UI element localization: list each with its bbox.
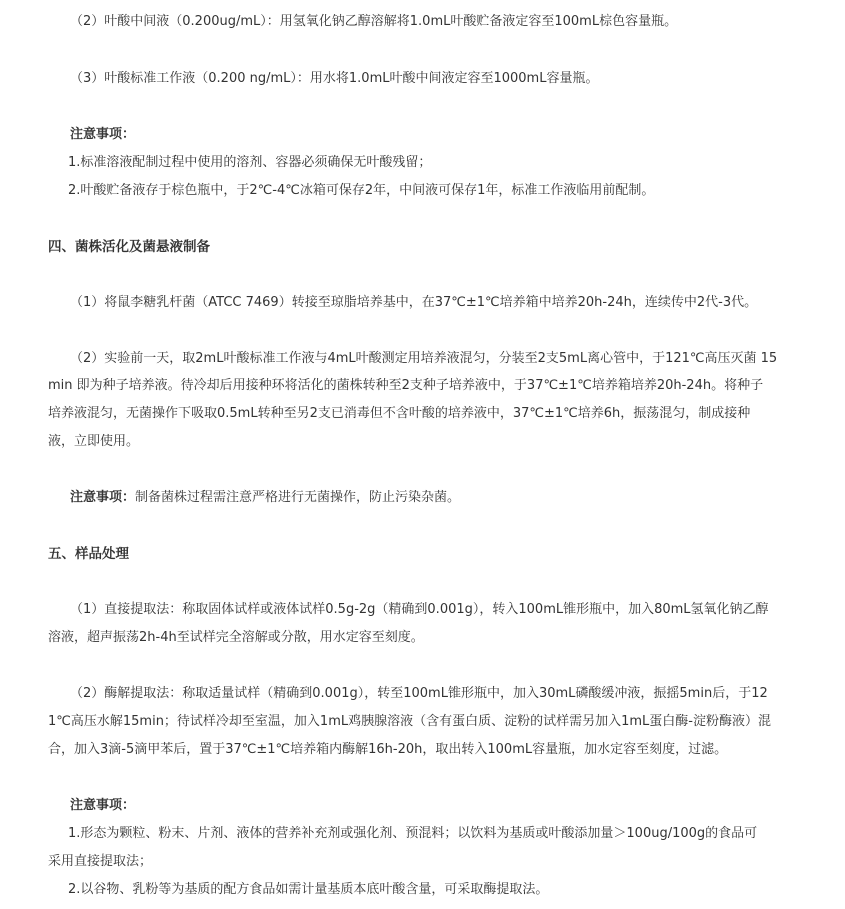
note-item-continuation: 采用直接提取法； (48, 854, 153, 869)
paragraph-line: 液，立即使用。 (48, 434, 140, 449)
paragraph-line: min 即为种子培养液。待冷却后用接种环将活化的菌株转种至2支种子培养液中，于37℃±1℃培养箱培养20h-24h。将种子 (48, 378, 764, 393)
note-item: 2.以谷物、乳粉等为基质的配方食品如需计量基质本底叶酸含量，可采取酶提取法。 (68, 882, 549, 897)
note-item: 1.形态为颗粒、粉末、片剂、液体的营养补充剂或强化剂、预混料；以饮料为基质或叶酸添加量＞100ug/100g的食品可 (68, 826, 758, 841)
paragraph-line: 1℃高压水解15min；待试样冷却至室温，加入1mL鸡胰腺溶液（含有蛋白质、淀粉的试样需另加入1mL蛋白酶-淀粉酶液）混 (48, 714, 771, 729)
note-line (70, 489, 460, 507)
paragraph-line: 溶液，超声振荡2h-4h至试样完全溶解或分散，用水定容至刻度。 (48, 630, 424, 645)
section-heading: 四、菌株活化及菌悬液制备 (48, 239, 210, 255)
standard-intermediate-solution-item: （2）叶酸中间液（0.200ug/mL）：用氢氧化钠乙醇溶解将1.0mL叶酸贮备液定容至100mL棕色容量瓶。 (70, 14, 678, 29)
paragraph-line: 合，加入3滴-5滴甲苯后，置于37℃±1℃培养箱内酶解16h-20h，取出转入100mL容量瓶，加水定容至刻度，过滤。 (48, 742, 728, 757)
paragraph-line: （2）实验前一天，取2mL叶酸标准工作液与4mL叶酸测定用培养液混匀，分装至2支5mL离心管中，于121℃高压灭菌 15 (70, 351, 778, 366)
note-item: 2.叶酸贮备液存于棕色瓶中，于2℃-4℃冰箱可保存2年，中间液可保存1年，标准工作液临用前配制。 (68, 183, 655, 198)
paragraph-line: （2）酶解提取法：称取适量试样（精确到0.001g），转至100mL锥形瓶中，加入30mL磷酸缓冲液，振摇5min后，于12 (70, 686, 768, 701)
section-heading: 五、样品处理 (48, 546, 129, 562)
strain-activation-item: （1）将鼠李糖乳杆菌（ATCC 7469）转接至琼脂培养基中，在37℃±1℃培养箱中培养20h-24h，连续传中2代-3代。 (70, 295, 758, 310)
note-item: 1.标准溶液配制过程中使用的溶剂、容器必须确保无叶酸残留； (68, 155, 432, 170)
paragraph-line: （1）直接提取法：称取固体试样或液体试样0.5g-2g（精确到0.001g），转入100mL锥形瓶中，加入80mL氢氧化钠乙醇 (70, 602, 769, 617)
paragraph-line: 培养液混匀，无菌操作下吸取0.5mL转种至另2支已消毒但不含叶酸的培养液中，37℃±1℃培养6h，振荡混匀，制成接种 (48, 406, 751, 421)
notes-title: 注意事项： (70, 798, 136, 813)
notes-title: 注意事项： (70, 127, 136, 142)
standard-working-solution-item: （3）叶酸标准工作液（0.200 ng/mL）：用水将1.0mL叶酸中间液定容至1000mL容量瓶。 (70, 71, 599, 86)
note-text: 制备菌株过程需注意严格进行无菌操作，防止污染杂菌。 (135, 490, 461, 505)
notes-title: 注意事项： (70, 490, 136, 505)
